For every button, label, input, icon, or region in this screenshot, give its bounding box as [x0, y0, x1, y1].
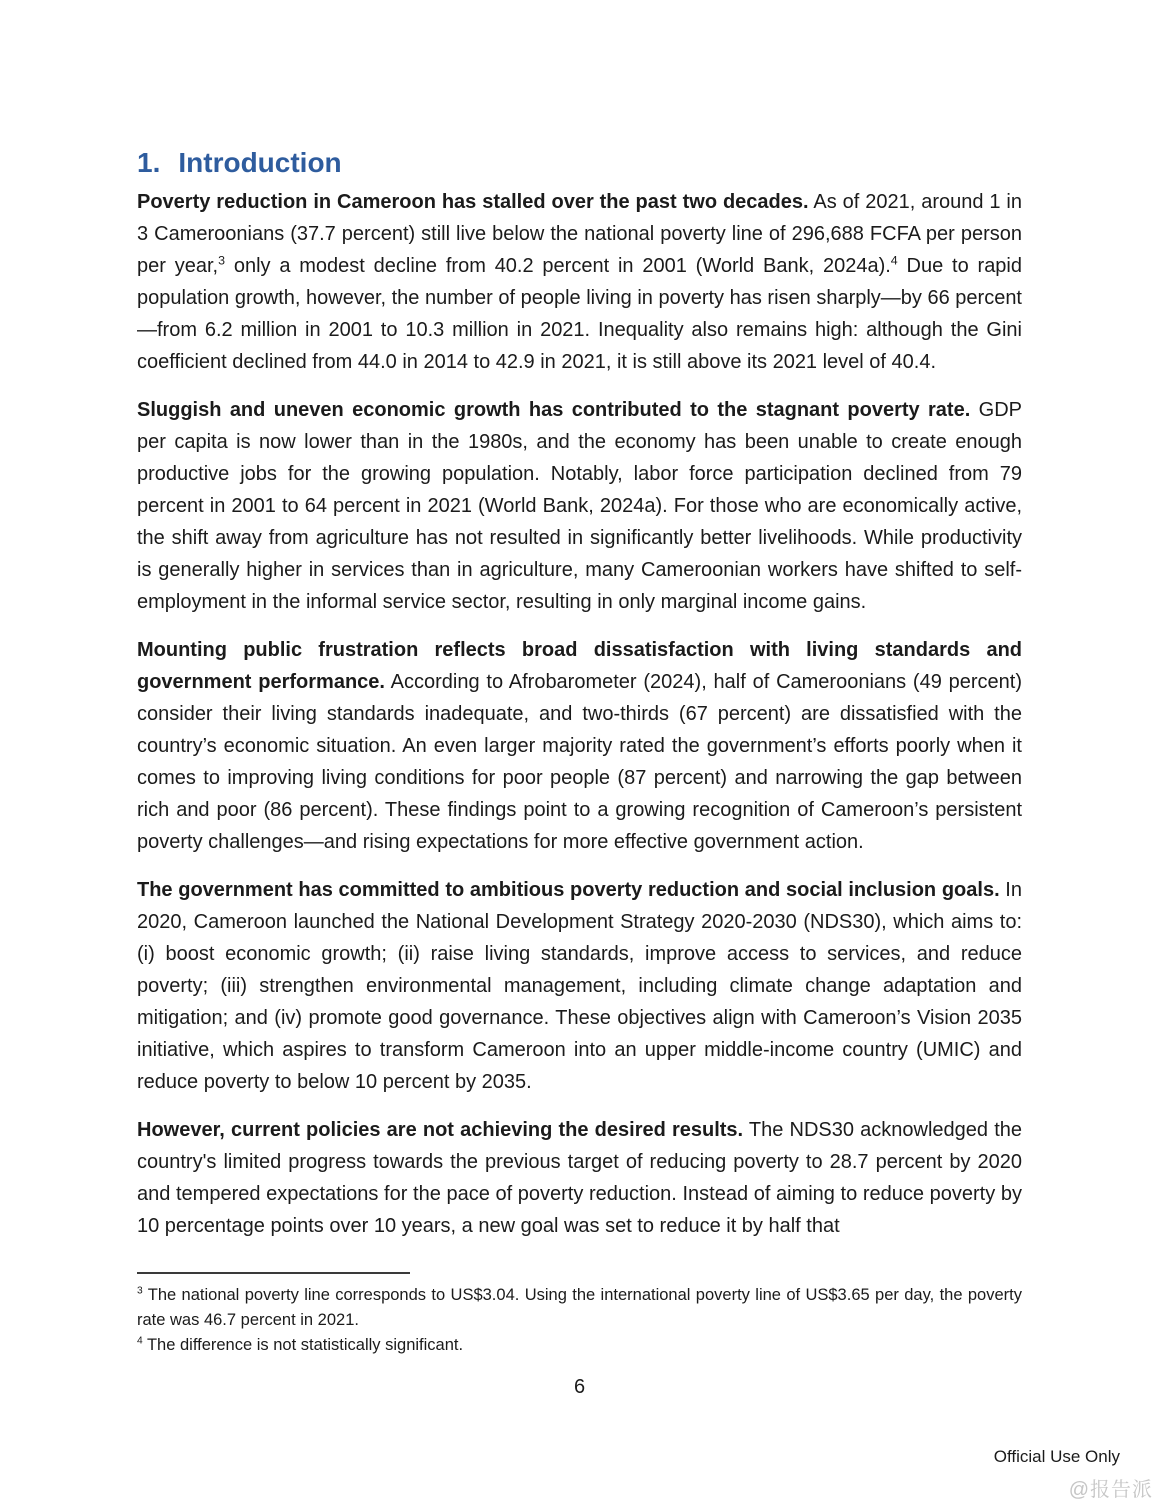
paragraph [137, 186, 1022, 378]
paragraph-text: Due to rapid population growth, however, the number of people living in poverty has risen sharply—by 66 percent—from 6.2 million in 2001 to 10.3 million in 2021. Inequality also remains high: although the Gini coefficient declined from 44.0 in 2014 to 42.9 in 2021, it is still above its 2021 level of 40.4. [137, 254, 1022, 373]
footnote-reference: 4 [890, 252, 898, 267]
paragraph [137, 1114, 1022, 1242]
paragraph-text: only a modest decline from 40.2 percent in 2001 (World Bank, 2024a). [225, 254, 891, 277]
footnote-area [137, 1272, 1022, 1358]
paragraph-text: GDP per capita is now lower than in the 1980s, and the economy has been unable to create enough productive jobs for the growing population. Notably, labor force participation declined from 79 percent in 2001 to 64 percent in 2021 (World Bank, 2024a). For those who are economically active, the shift away from agriculture has not resulted in significantly better livelihoods. While productivity is generally higher in services than in agriculture, many Cameroonian workers have shifted to self-employment in the informal service sector, resulting in only marginal income gains. [137, 398, 1022, 613]
watermark: @报告派 [1068, 1479, 1153, 1500]
footnote-marker: 4 [137, 1335, 143, 1347]
footnote [137, 1333, 1022, 1358]
section-number: 1. [137, 147, 161, 178]
footer-classification: Official Use Only [993, 1447, 1120, 1466]
paragraph-lead-bold: Poverty reduction in Cameroon has stalled over the past two decades. [137, 190, 809, 213]
footnotes-list [137, 1283, 1022, 1358]
paragraph-lead-bold: However, current policies are not achieving the desired results. [137, 1118, 744, 1141]
footnote [137, 1283, 1022, 1333]
section-title: Introduction [178, 147, 342, 178]
paragraph-lead-bold: Mounting public frustration reflects broad dissatisfaction with living standards and government performance. [137, 638, 1022, 693]
paragraph-text: As of 2021, around 1 in 3 Cameroonians (37.7 percent) still live below the national poverty line of 296,688 FCFA per person per year, [137, 190, 1022, 277]
paragraph [137, 874, 1022, 1098]
paragraph-text: The NDS30 acknowledged the country's limited progress towards the previous target of reducing poverty to 28.7 percent by 2020 and tempered expectations for the pace of poverty reduction. Instead of aiming to reduce poverty by 10 percentage points over 10 years, a new goal was set to reduce it by half that [137, 1118, 1022, 1237]
paragraph-text: According to Afrobarometer (2024), half of Cameroonians (49 percent) consider their living standards inadequate, and two-thirds (67 percent) are dissatisfied with the country’s economic situation. An even larger majority rated the government’s efforts poorly when it comes to improving living conditions for poor people (87 percent) and narrowing the gap between rich and poor (86 percent). These findings point to a growing recognition of Cameroon’s persistent poverty challenges—and rising expectations for more effective government action. [137, 670, 1022, 853]
paragraph-lead-bold: The government has committed to ambitious poverty reduction and social inclusion goals. [137, 878, 1000, 901]
paragraph-lead-bold: Sluggish and uneven economic growth has contributed to the stagnant poverty rate. [137, 398, 971, 421]
paragraph [137, 634, 1022, 858]
document-body [137, 186, 1022, 1242]
paragraph [137, 394, 1022, 618]
paragraph-text: In 2020, Cameroon launched the National Development Strategy 2020-2030 (NDS30), which aims to: (i) boost economic growth; (ii) raise living standards, improve access to services, and reduce poverty; (iii) strengthen environmental management, including climate change adaptation and mitigation; and (iv) promote good governance. These objectives align with Cameroon’s Vision 2035 initiative, which aspires to transform Cameroon into an upper middle-income country (UMIC) and reduce poverty to below 10 percent by 2035. [137, 878, 1022, 1093]
footnote-separator [137, 1272, 410, 1274]
footnote-text: The national poverty line corresponds to US$3.04. Using the international poverty line of US$3.65 per day, the poverty rate was 46.7 percent in 2021. [137, 1286, 1022, 1329]
footnote-reference: 3 [218, 252, 225, 267]
footnote-text: The difference is not statistically significant. [142, 1336, 464, 1354]
page-number: 6 [573, 1376, 586, 1398]
footnote-marker: 3 [137, 1285, 143, 1297]
section-heading [137, 146, 1022, 180]
